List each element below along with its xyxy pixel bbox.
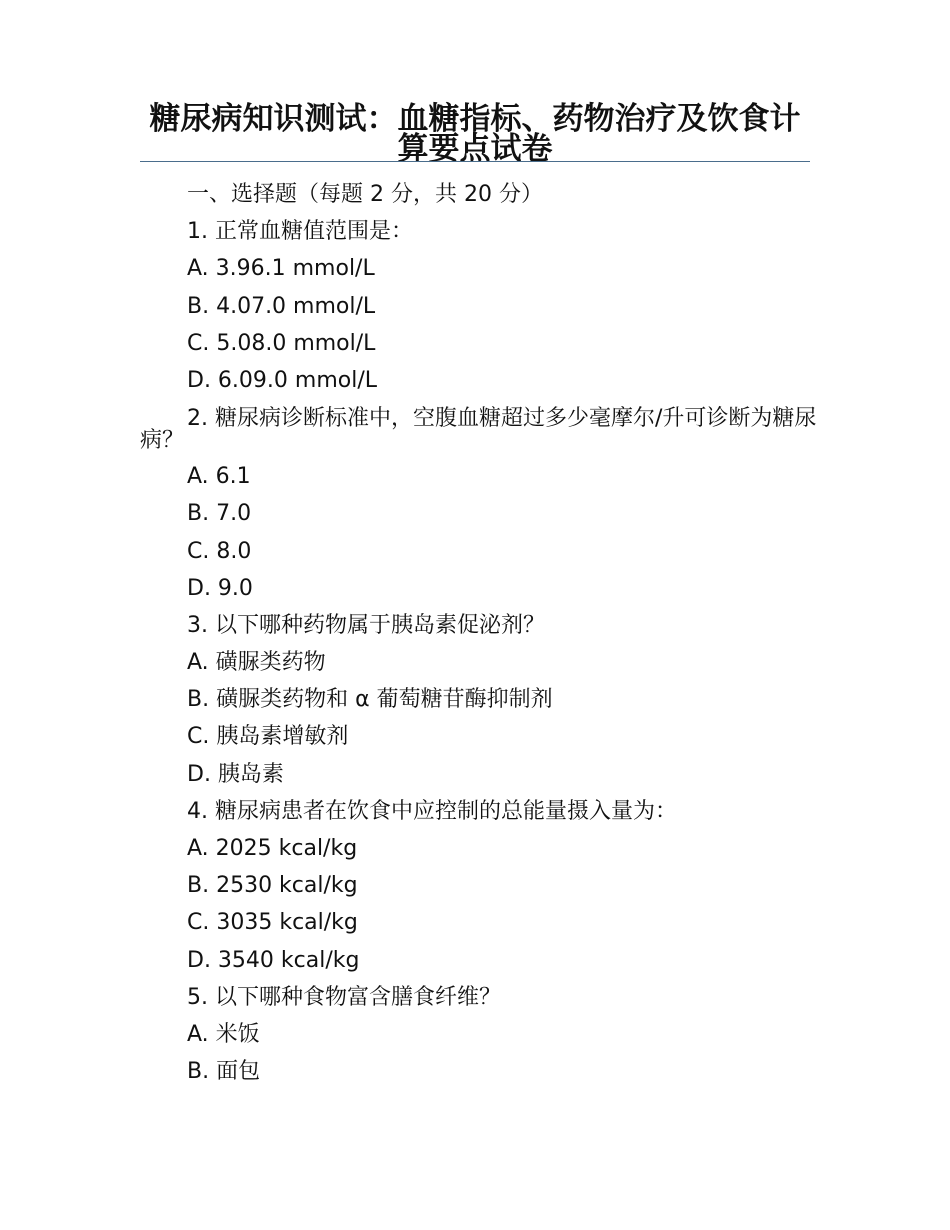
- exam-body: [140, 176, 820, 1090]
- question-5-option-b: B. 面包: [187, 1059, 261, 1085]
- question-3-option-b: B. 磺脲类药物和 α 葡萄糖苷酶抑制剂: [187, 687, 553, 713]
- question-2-option-b: B. 7.0: [187, 501, 252, 527]
- question-5-option-a: A. 米饭: [187, 1021, 260, 1047]
- question-3-option-a: A. 磺脲类药物: [187, 650, 326, 676]
- question-4-option-c: C. 3035 kcal/kg: [187, 910, 358, 936]
- question-1-option-a: A. 3.96.1 mmol/L: [187, 256, 375, 282]
- section-heading: 一、选择题（每题 2 分，共 20 分）: [187, 182, 543, 207]
- title-underline: [140, 161, 810, 162]
- question-1-option-d: D. 6.09.0 mmol/L: [187, 367, 377, 393]
- question-4-option-b: B. 2530 kcal/kg: [187, 873, 358, 899]
- question-1-option-b: B. 4.07.0 mmol/L: [187, 293, 376, 319]
- question-4-option-d: D. 3540 kcal/kg: [187, 947, 360, 973]
- question-2-option-d: D. 9.0: [187, 575, 253, 601]
- question-2-option-a: A. 6.1: [187, 464, 251, 490]
- question-2-stem: 2. 糖尿病诊断标准中，空腹血糖超过多少毫摩尔/升可诊断为糖尿病？: [140, 406, 817, 454]
- question-2-option-c: C. 8.0: [187, 538, 252, 564]
- question-4-stem: 4. 糖尿病患者在饮食中应控制的总能量摄入量为：: [187, 798, 677, 824]
- question-1-stem: 1. 正常血糖值范围是：: [187, 219, 413, 245]
- question-1-option-c: C. 5.08.0 mmol/L: [187, 330, 376, 356]
- document-title: 糖尿病知识测试：血糖指标、药物治疗及饮食计算要点试卷: [149, 101, 801, 167]
- question-3-option-c: C. 胰岛素增敏剂: [187, 724, 349, 750]
- question-3-stem: 3. 以下哪种药物属于胰岛素促泌剂？: [187, 612, 545, 638]
- question-4-option-a: A. 2025 kcal/kg: [187, 836, 358, 861]
- question-5-stem: 5. 以下哪种食物富含膳食纤维？: [187, 984, 501, 1010]
- question-3-option-d: D. 胰岛素: [187, 761, 284, 787]
